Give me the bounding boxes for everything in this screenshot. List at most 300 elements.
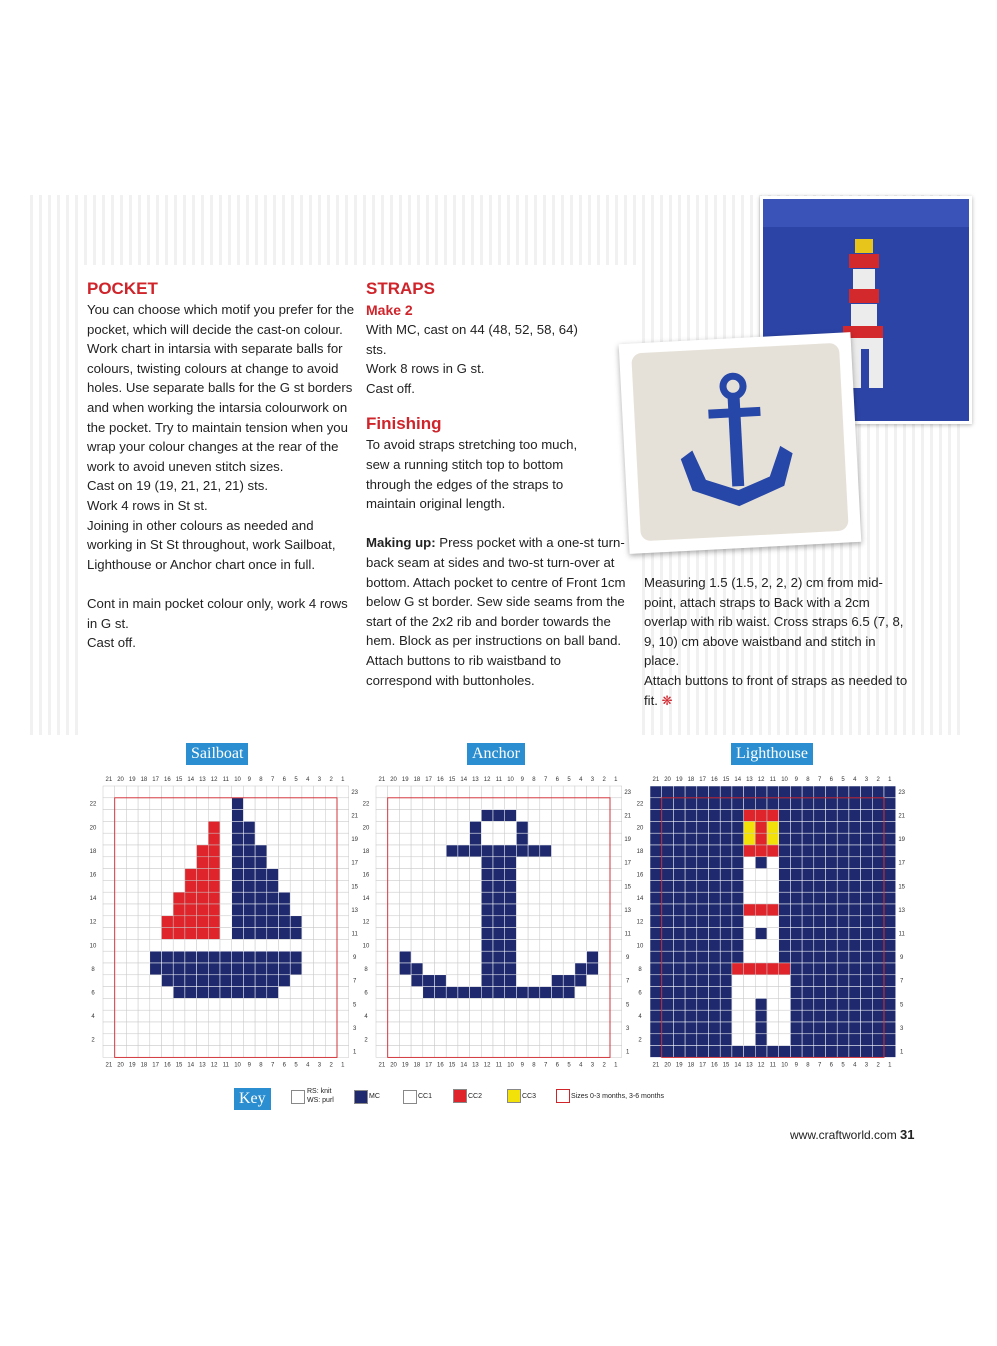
sailboat-cell (197, 869, 209, 881)
sailboat-cell (197, 916, 209, 928)
pocket-paragraph: Cont in main pocket colour only, work 4 rows in G st. (87, 595, 348, 631)
anchor-column-number: 18 (413, 1062, 421, 1069)
anchor-cell (446, 810, 458, 822)
lighthouse-cell (779, 975, 791, 987)
anchor-cell (552, 810, 564, 822)
sailboat-cell (220, 998, 232, 1010)
anchor-cell (505, 798, 517, 810)
lighthouse-cell (861, 975, 873, 987)
anchor-cell (540, 786, 552, 798)
lighthouse-cell (697, 786, 709, 798)
sailboat-cell (197, 1022, 209, 1034)
lighthouse-cell (861, 998, 873, 1010)
lighthouse-cell (814, 998, 826, 1010)
sailboat-cell (208, 810, 220, 822)
lighthouse-cell (755, 880, 767, 892)
anchor-column-number: 1 (614, 777, 618, 783)
anchor-cell (575, 810, 587, 822)
lighthouse-cell (685, 869, 697, 881)
lighthouse-cell (872, 928, 884, 940)
anchor-cell (540, 916, 552, 928)
lighthouse-cell (685, 880, 697, 892)
anchor-cell (423, 987, 435, 999)
anchor-cell (376, 845, 388, 857)
lighthouse-cell (849, 1022, 861, 1034)
sailboat-cell (162, 1034, 174, 1046)
anchor-cell (481, 1034, 493, 1046)
lighthouse-cell (814, 987, 826, 999)
anchor-cell (505, 963, 517, 975)
anchor-cell (563, 1046, 575, 1058)
sailboat-cell (243, 963, 255, 975)
anchor-column-number: 17 (425, 1062, 432, 1069)
anchor-cell (481, 810, 493, 822)
sailboat-row-number: 9 (353, 955, 357, 962)
sailboat-cell (126, 963, 138, 975)
lighthouse-cell (837, 810, 849, 822)
sailboat-row-number: 15 (351, 884, 359, 891)
anchor-cell (528, 833, 540, 845)
sailboat-cell (232, 786, 244, 798)
lighthouse-cell (709, 869, 721, 881)
anchor-row-number: 8 (364, 966, 368, 973)
lighthouse-cell (814, 916, 826, 928)
lighthouse-cell (685, 833, 697, 845)
lighthouse-cell (732, 869, 744, 881)
lighthouse-cell (884, 998, 896, 1010)
anchor-cell (399, 1046, 411, 1058)
lighthouse-cell (814, 880, 826, 892)
lighthouse-cell (697, 975, 709, 987)
anchor-cell (399, 963, 411, 975)
anchor-cell (481, 857, 493, 869)
sailboat-column-number: 9 (247, 777, 251, 783)
straps-subheading: Make 2 (366, 302, 413, 318)
sailboat-cell (197, 798, 209, 810)
lighthouse-cell (673, 939, 685, 951)
sailboat-cell (279, 928, 291, 940)
lighthouse-column-number: 19 (675, 1062, 683, 1069)
anchor-column-number: 4 (579, 1062, 583, 1069)
lighthouse-cell (767, 880, 779, 892)
cc2-swatch (453, 1089, 467, 1103)
sailboat-cell (232, 963, 244, 975)
anchor-cell (598, 1010, 610, 1022)
anchor-cell (575, 833, 587, 845)
sailboat-cell (173, 821, 185, 833)
anchor-cell (563, 857, 575, 869)
sailboat-cell (115, 963, 127, 975)
anchor-cell (376, 987, 388, 999)
anchor-cell (481, 880, 493, 892)
sailboat-cell (138, 987, 150, 999)
sailboat-cell (267, 904, 279, 916)
anchor-cell (435, 975, 447, 987)
sailboat-cell (103, 821, 115, 833)
sailboat-cell (220, 939, 232, 951)
lighthouse-cell (826, 869, 838, 881)
sailboat-cell (185, 892, 197, 904)
sailboat-cell (243, 975, 255, 987)
lighthouse-cell (662, 904, 674, 916)
lighthouse-cell (732, 1046, 744, 1058)
finishing-intro: To avoid straps stretching too much, sew a running stitch top to bottom through the edges of the straps to maintain original length. (366, 437, 578, 512)
lighthouse-row-number: 16 (636, 872, 644, 879)
sailboat-cell (302, 845, 314, 857)
sailboat-column-number: 15 (175, 777, 183, 783)
anchor-cell (481, 821, 493, 833)
lighthouse-row-number: 11 (898, 931, 905, 938)
anchor-cell (388, 939, 400, 951)
sailboat-cell (138, 857, 150, 869)
lighthouse-cell (685, 1034, 697, 1046)
sailboat-cell (255, 798, 267, 810)
anchor-cell (435, 1046, 447, 1058)
anchor-cell (481, 1046, 493, 1058)
anchor-cell (540, 998, 552, 1010)
anchor-cell (563, 951, 575, 963)
sailboat-cell (138, 1010, 150, 1022)
anchor-column-number: 14 (460, 777, 468, 783)
lighthouse-cell (826, 1046, 838, 1058)
sailboat-cell (290, 951, 302, 963)
sailboat-cell (173, 1034, 185, 1046)
sailboat-column-number: 2 (329, 1062, 333, 1069)
sailboat-cell (103, 939, 115, 951)
sailboat-row-number: 21 (351, 813, 359, 820)
anchor-cell (598, 951, 610, 963)
lighthouse-cell (884, 857, 896, 869)
anchor-cell (598, 810, 610, 822)
anchor-cell (481, 892, 493, 904)
sailboat-cell (302, 857, 314, 869)
pocket-paragraph: Work 4 rows in St st. (87, 497, 208, 513)
lighthouse-cell (779, 845, 791, 857)
anchor-cell (516, 833, 528, 845)
sailboat-cell (337, 892, 349, 904)
lighthouse-cell (861, 904, 873, 916)
sailboat-cell (138, 892, 150, 904)
lighthouse-cell (802, 892, 814, 904)
lighthouse-cell (662, 951, 674, 963)
sailboat-row-number: 7 (353, 978, 357, 985)
sailboat-cell (255, 939, 267, 951)
sailboat-cell (302, 1046, 314, 1058)
sailboat-cell (115, 1046, 127, 1058)
sailboat-cell (302, 987, 314, 999)
lighthouse-row-number: 10 (636, 943, 644, 950)
anchor-cell (446, 1034, 458, 1046)
sailboat-cell (255, 904, 267, 916)
anchor-cell (493, 939, 505, 951)
lighthouse-column-number: 21 (652, 1062, 660, 1069)
lighthouse-cell (720, 951, 732, 963)
sailboat-cell (325, 798, 337, 810)
lighthouse-cell (650, 1046, 662, 1058)
straps-column (366, 278, 628, 690)
anchor-cell (493, 1022, 505, 1034)
sailboat-cell (325, 857, 337, 869)
anchor-cell (388, 1010, 400, 1022)
lighthouse-cell (744, 916, 756, 928)
lighthouse-cell (755, 1034, 767, 1046)
anchor-column-number: 10 (507, 777, 514, 783)
sailboat-cell (103, 786, 115, 798)
lighthouse-cell (814, 869, 826, 881)
lighthouse-cell (826, 975, 838, 987)
making-up-text: Press pocket with a one-st turn-back seam at sides and two-st turn-over at bottom. Attach pocket to centre of Front 1cm below G st border. Sew side seams from the start of the 2x2 rib and border towards the hem. Block as per instructions on ball band. Attach buttons to rib waistband to correspond with buttonholes. (366, 535, 626, 688)
anchor-cell (399, 987, 411, 999)
lighthouse-cell (826, 928, 838, 940)
lighthouse-cell (732, 833, 744, 845)
anchor-cell (376, 928, 388, 940)
sailboat-cell (185, 963, 197, 975)
lighthouse-cell (849, 1034, 861, 1046)
anchor-column-number: 5 (567, 1062, 571, 1069)
lighthouse-cell (849, 786, 861, 798)
lighthouse-cell (650, 1034, 662, 1046)
sailboat-cell (232, 1022, 244, 1034)
anchor-cell (516, 975, 528, 987)
anchor-cell (587, 987, 599, 999)
anchor-cell (493, 928, 505, 940)
sailboat-column-number: 16 (164, 777, 171, 783)
sailboat-row-number: 8 (91, 966, 95, 973)
anchor-cell (458, 892, 470, 904)
sailboat-cell (290, 833, 302, 845)
anchor-cell (376, 951, 388, 963)
lighthouse-cell (861, 880, 873, 892)
lighthouse-cell (673, 998, 685, 1010)
anchor-cell (458, 786, 470, 798)
lighthouse-cell (884, 928, 896, 940)
anchor-cell (376, 904, 388, 916)
lighthouse-cell (849, 880, 861, 892)
sailboat-cell (208, 987, 220, 999)
anchor-cell (388, 975, 400, 987)
lighthouse-cell (884, 821, 896, 833)
lighthouse-cell (720, 892, 732, 904)
lighthouse-cell (685, 951, 697, 963)
lighthouse-row-number: 18 (636, 848, 644, 855)
anchor-cell (376, 798, 388, 810)
sailboat-cell (302, 880, 314, 892)
lighthouse-cell (779, 939, 791, 951)
lighthouse-cell (790, 798, 802, 810)
sailboat-cell (302, 951, 314, 963)
sailboat-cell (150, 821, 162, 833)
knit-swatch (291, 1090, 305, 1104)
lighthouse-cell (884, 916, 896, 928)
lighthouse-cell (872, 857, 884, 869)
lighthouse-column-number: 11 (769, 1062, 776, 1069)
anchor-cell (399, 1034, 411, 1046)
anchor-cell (575, 857, 587, 869)
lighthouse-cell (650, 869, 662, 881)
anchor-cell (376, 1046, 388, 1058)
lighthouse-cell (755, 821, 767, 833)
sailboat-cell (279, 963, 291, 975)
sailboat-cell (173, 975, 185, 987)
lighthouse-cell (732, 998, 744, 1010)
sailboat-cell (197, 786, 209, 798)
sailboat-cell (126, 904, 138, 916)
sailboat-column-number: 10 (234, 1062, 241, 1069)
anchor-cell (493, 916, 505, 928)
sailboat-cell (314, 928, 326, 940)
lighthouse-cell (673, 892, 685, 904)
anchor-cell (505, 1046, 517, 1058)
anchor-cell (528, 939, 540, 951)
sailboat-cell (185, 857, 197, 869)
sailboat-cell (279, 951, 291, 963)
anchor-cell (399, 821, 411, 833)
anchor-cell (376, 975, 388, 987)
anchor-column-number: 12 (483, 777, 491, 783)
sailboat-cell (302, 904, 314, 916)
anchor-cell (540, 1046, 552, 1058)
anchor-cell (399, 998, 411, 1010)
lighthouse-cell (767, 810, 779, 822)
lighthouse-cell (662, 963, 674, 975)
sailboat-cell (150, 798, 162, 810)
anchor-cell (481, 1010, 493, 1022)
lighthouse-column-number: 3 (864, 1062, 869, 1069)
sailboat-cell (197, 904, 209, 916)
anchor-cell (411, 880, 423, 892)
sailboat-row-number: 18 (89, 848, 97, 855)
anchor-cell (435, 786, 447, 798)
anchor-cell (411, 892, 423, 904)
anchor-cell (388, 904, 400, 916)
sailboat-cell (255, 833, 267, 845)
sailboat-cell (290, 821, 302, 833)
anchor-cell (552, 880, 564, 892)
anchor-cell (598, 987, 610, 999)
anchor-cell (470, 951, 482, 963)
sailboat-cell (220, 928, 232, 940)
anchor-cell (481, 975, 493, 987)
lighthouse-cell (650, 798, 662, 810)
sailboat-cell (337, 951, 349, 963)
lighthouse-cell (662, 1010, 674, 1022)
anchor-cell (388, 951, 400, 963)
sailboat-cell (115, 833, 127, 845)
sailboat-cell (138, 1046, 150, 1058)
sailboat-cell (302, 928, 314, 940)
sailboat-cell (243, 857, 255, 869)
anchor-cell (493, 821, 505, 833)
anchor-cell (481, 998, 493, 1010)
lighthouse-column-number: 16 (711, 1062, 718, 1069)
sailboat-cell (162, 975, 174, 987)
lighthouse-cell (744, 998, 756, 1010)
anchor-cell (399, 916, 411, 928)
pocket-paragraph: Cast on 19 (19, 21, 21, 21) sts. (87, 478, 269, 494)
sailboat-cell (208, 939, 220, 951)
sailboat-column-number: 2 (329, 777, 333, 783)
lighthouse-cell (709, 951, 721, 963)
anchor-cell (399, 786, 411, 798)
anchor-cell (563, 1034, 575, 1046)
lighthouse-cell (790, 1022, 802, 1034)
anchor-cell (423, 1010, 435, 1022)
lighthouse-cell (767, 786, 779, 798)
anchor-cell (376, 880, 388, 892)
sailboat-cell (220, 951, 232, 963)
anchor-cell (446, 904, 458, 916)
sailboat-cell (232, 857, 244, 869)
lighthouse-cell (673, 928, 685, 940)
lighthouse-cell (802, 1022, 814, 1034)
sailboat-cell (173, 928, 185, 940)
anchor-row-number: 18 (362, 848, 370, 855)
sailboat-cell (197, 892, 209, 904)
sailboat-cell (103, 1034, 115, 1046)
lighthouse-cell (779, 810, 791, 822)
cc1-label: CC1 (418, 1093, 433, 1100)
lighthouse-cell (732, 904, 744, 916)
anchor-cell (493, 1034, 505, 1046)
anchor-cell (516, 786, 528, 798)
sailboat-column-number: 3 (317, 1062, 322, 1069)
sailboat-cell (255, 963, 267, 975)
sailboat-cell (267, 939, 279, 951)
anchor-cell (528, 821, 540, 833)
anchor-cell (610, 916, 622, 928)
anchor-cell (587, 857, 599, 869)
sailboat-cell (150, 892, 162, 904)
lighthouse-cell (662, 857, 674, 869)
anchor-cell (458, 998, 470, 1010)
sailboat-cell (220, 987, 232, 999)
anchor-cell (411, 951, 423, 963)
sailboat-cell (173, 892, 185, 904)
anchor-cell (388, 786, 400, 798)
lighthouse-cell (767, 1010, 779, 1022)
lighthouse-cell (685, 998, 697, 1010)
lighthouse-cell (802, 963, 814, 975)
lighthouse-cell (709, 833, 721, 845)
lighthouse-cell (814, 798, 826, 810)
sailboat-cell (197, 1034, 209, 1046)
sailboat-column-number: 1 (341, 777, 345, 783)
lighthouse-cell (662, 892, 674, 904)
anchor-cell (563, 998, 575, 1010)
sailboat-cell (220, 845, 232, 857)
anchor-cell (598, 1022, 610, 1034)
sailboat-column-number: 13 (199, 1062, 206, 1069)
anchor-cell (610, 1022, 622, 1034)
anchor-row-number: 16 (362, 872, 370, 879)
anchor-cell (435, 1022, 447, 1034)
anchor-cell (423, 975, 435, 987)
lighthouse-cell (884, 975, 896, 987)
anchor-cell (470, 892, 482, 904)
lighthouse-cell (673, 951, 685, 963)
lighthouse-cell (884, 939, 896, 951)
anchor-cell (446, 939, 458, 951)
anchor-cell (516, 998, 528, 1010)
straps-paragraph: Work 8 rows in G st. (366, 361, 485, 377)
anchor-row-number: 3 (626, 1025, 630, 1032)
lighthouse-cell (709, 786, 721, 798)
lighthouse-cell (861, 833, 873, 845)
anchor-cell (376, 998, 388, 1010)
anchor-cell (399, 833, 411, 845)
lighthouse-cell (814, 786, 826, 798)
lighthouse-cell (650, 857, 662, 869)
